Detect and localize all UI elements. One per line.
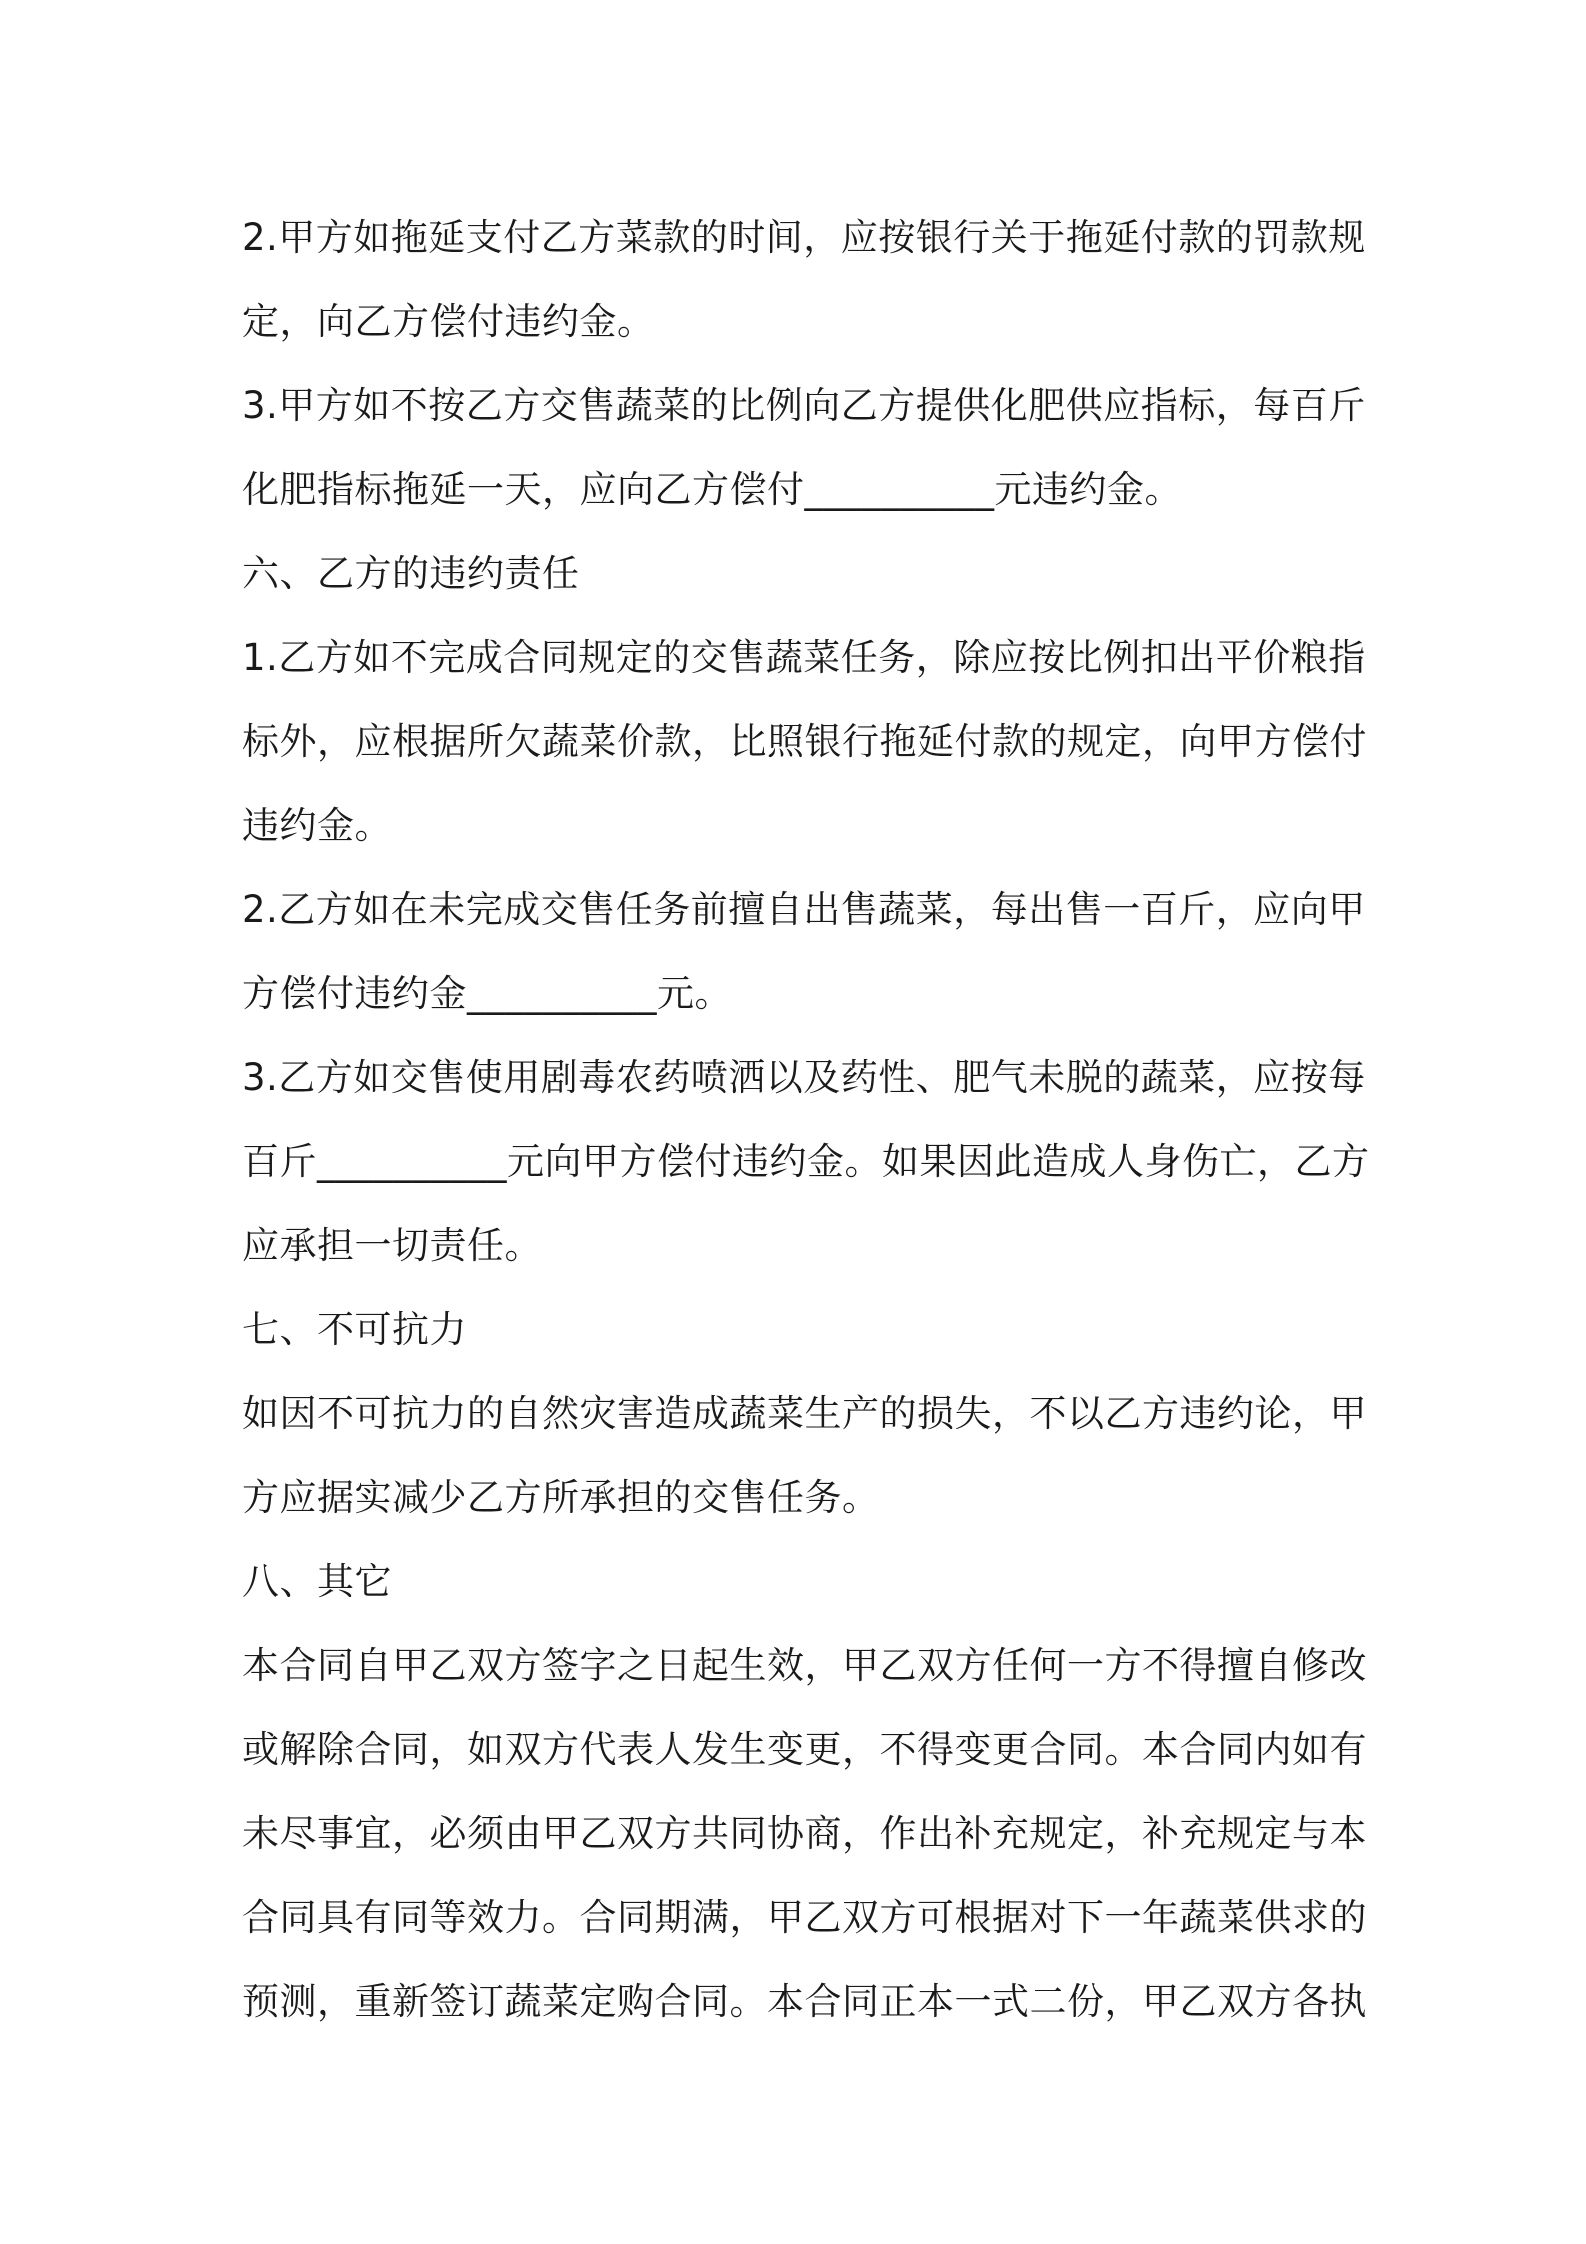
text-line: 定，向乙方偿付违约金。	[242, 300, 655, 343]
text-line: 化肥指标拖延一天，应向乙方偿付__________元违约金。	[242, 468, 1182, 511]
text-line: 3.乙方如交售使用剧毒农药喷洒以及药性、肥气未脱的蔬菜，应按每	[242, 1056, 1366, 1099]
text-line: 2.甲方如拖延支付乙方菜款的时间，应按银行关于拖延付款的罚款规	[242, 216, 1366, 259]
text-line: 应承担一切责任。	[242, 1224, 542, 1267]
text-line: 3.甲方如不按乙方交售蔬菜的比例向乙方提供化肥供应指标，每百斤	[242, 384, 1366, 427]
text-line: 如因不可抗力的自然灾害造成蔬菜生产的损失，不以乙方违约论，甲	[242, 1392, 1367, 1435]
text-line: 合同具有同等效力。合同期满，甲乙双方可根据对下一年蔬菜供求的	[242, 1896, 1367, 1939]
text-line: 2.乙方如在未完成交售任务前擅自出售蔬菜，每出售一百斤，应向甲	[242, 888, 1366, 931]
text-line: 或解除合同，如双方代表人发生变更，不得变更合同。本合同内如有	[242, 1728, 1367, 1771]
text-line: 本合同自甲乙双方签字之日起生效，甲乙双方任何一方不得擅自修改	[242, 1644, 1367, 1687]
document-body	[242, 196, 1370, 2044]
text-line: 方应据实减少乙方所承担的交售任务。	[242, 1476, 880, 1519]
text-line: 方偿付违约金__________元。	[242, 972, 732, 1015]
text-line: 百斤__________元向甲方偿付违约金。如果因此造成人身伤亡，乙方	[242, 1140, 1370, 1183]
section-heading: 八、其它	[242, 1560, 392, 1603]
section-heading: 六、乙方的违约责任	[242, 552, 580, 595]
text-line: 违约金。	[242, 804, 392, 847]
text-line: 1.乙方如不完成合同规定的交售蔬菜任务，除应按比例扣出平价粮指	[242, 636, 1366, 679]
text-line: 标外，应根据所欠蔬菜价款，比照银行拖延付款的规定，向甲方偿付	[242, 720, 1367, 763]
section-heading: 七、不可抗力	[242, 1308, 467, 1351]
text-line: 未尽事宜，必须由甲乙双方共同协商，作出补充规定，补充规定与本	[242, 1812, 1367, 1855]
text-line: 预测，重新签订蔬菜定购合同。本合同正本一式二份，甲乙双方各执	[242, 1980, 1367, 2023]
